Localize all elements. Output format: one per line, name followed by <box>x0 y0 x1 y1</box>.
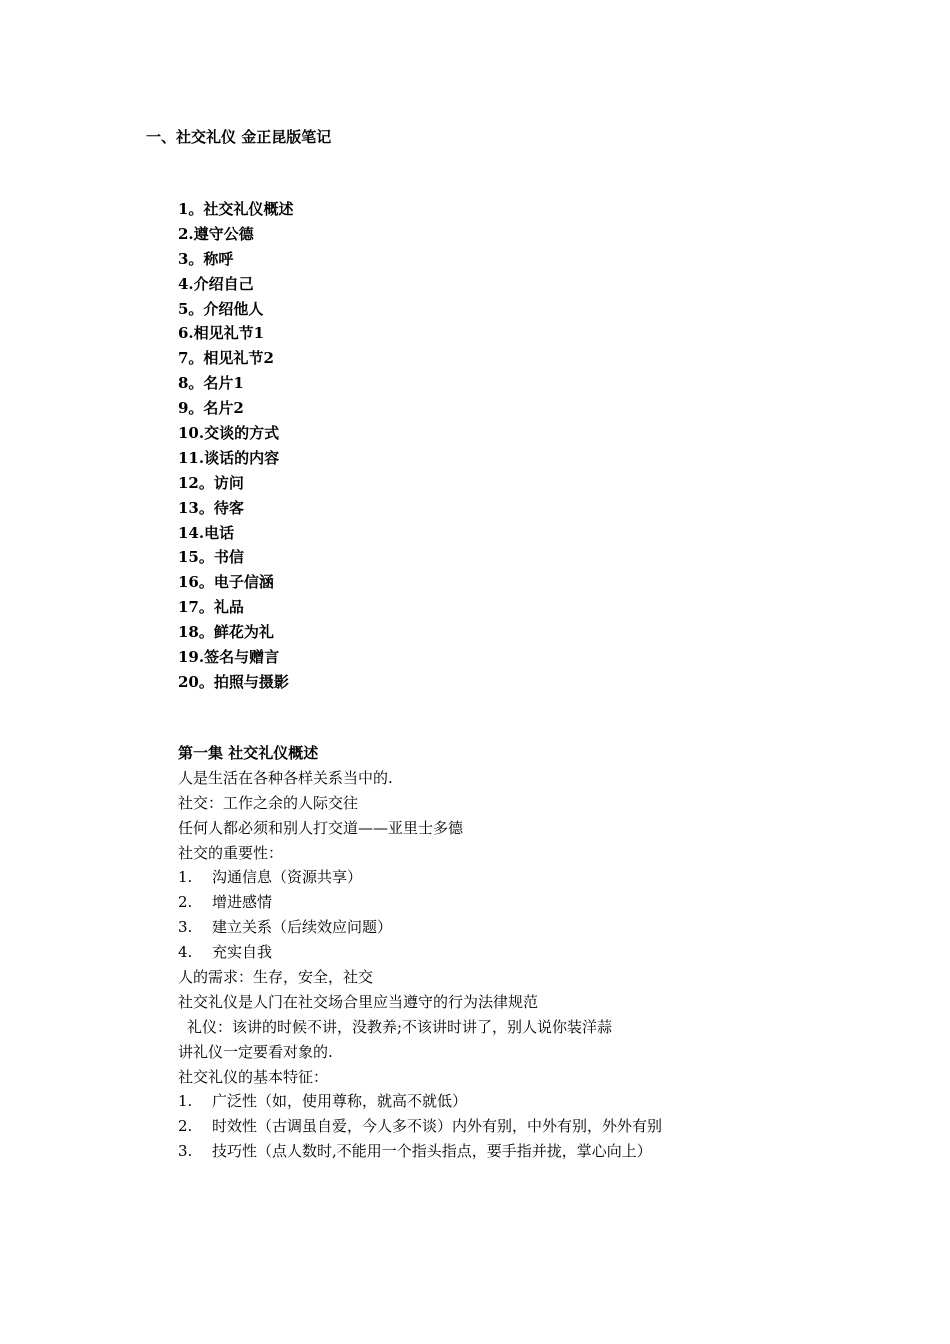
paragraph: 礼仪：该讲的时候不讲，没教养;不该讲时讲了，别人说你装洋蒜 <box>187 1017 613 1036</box>
paragraph: 社交的重要性： <box>178 843 284 862</box>
toc-item: 18。鲜花为礼 <box>178 623 274 642</box>
paragraph: 讲礼仪一定要看对象的. <box>178 1042 333 1061</box>
item-number: 1. <box>178 1092 193 1111</box>
toc-item: 2.遵守公德 <box>178 224 254 243</box>
item-text: 增进感情 <box>212 893 273 912</box>
item-text: 时效性（古调虽自爱，今人多不谈）内外有别，中外有别，外外有别 <box>212 1117 663 1136</box>
toc-item: 1。社交礼仪概述 <box>178 200 294 218</box>
paragraph: 任何人都必须和别人打交道——亚里士多德 <box>178 818 464 837</box>
table-of-contents <box>178 197 293 695</box>
paragraph: 人的需求：生存，安全，社交 <box>178 968 374 987</box>
toc-item: 13。待客 <box>178 498 244 517</box>
paragraph: 社交礼仪的基本特征： <box>178 1067 329 1086</box>
toc-item: 20。拍照与摄影 <box>178 672 289 691</box>
toc-item: 3。称呼 <box>178 249 234 268</box>
toc-item: 4.介绍自己 <box>178 274 254 293</box>
paragraph: 社交：工作之余的人际交往 <box>178 793 359 812</box>
item-text: 广泛性（如，使用尊称，就高不就低） <box>212 1092 468 1111</box>
item-number: 2. <box>178 1117 193 1136</box>
item-text: 沟通信息（资源共享） <box>212 868 363 887</box>
section-title: 第一集 社交礼仪概述 <box>178 744 319 762</box>
item-text: 充实自我 <box>212 943 273 962</box>
toc-item: 19.签名与赠言 <box>178 648 280 667</box>
toc-item: 8。名片1 <box>178 374 244 393</box>
toc-item: 16。电子信涵 <box>178 573 274 592</box>
importance-item <box>178 890 662 915</box>
importance-item <box>178 865 662 890</box>
importance-item <box>178 940 662 965</box>
feature-item <box>178 1114 662 1139</box>
toc-item: 9。名片2 <box>178 399 244 418</box>
toc-item: 5。介绍他人 <box>178 299 264 318</box>
toc-item: 14.电话 <box>178 523 235 542</box>
section-body <box>178 741 662 1164</box>
item-number: 3. <box>178 1142 193 1161</box>
toc-item: 7。相见礼节2 <box>178 349 274 368</box>
feature-item <box>178 1139 662 1164</box>
feature-item <box>178 1089 662 1114</box>
item-number: 2. <box>178 893 193 912</box>
toc-item: 15。书信 <box>178 548 244 567</box>
importance-item <box>178 915 662 940</box>
document-heading: 一、社交礼仪 金正昆版笔记 <box>146 128 332 146</box>
item-text: 建立关系（后续效应问题） <box>212 918 393 937</box>
item-number: 4. <box>178 943 193 962</box>
paragraph: 社交礼仪是人门在社交场合里应当遵守的行为法律规范 <box>178 992 539 1011</box>
paragraph: 人是生活在各种各样关系当中的. <box>178 768 393 787</box>
toc-item: 11.谈话的内容 <box>178 448 280 467</box>
toc-item: 6.相见礼节1 <box>178 324 265 343</box>
toc-item: 10.交谈的方式 <box>178 424 280 443</box>
toc-item: 12。访问 <box>178 473 244 492</box>
item-number: 3. <box>178 918 193 937</box>
item-text: 技巧性（点人数时,不能用一个指头指点，要手指并拢，掌心向上） <box>212 1142 652 1161</box>
item-number: 1. <box>178 868 193 887</box>
toc-item: 17。礼品 <box>178 598 244 617</box>
